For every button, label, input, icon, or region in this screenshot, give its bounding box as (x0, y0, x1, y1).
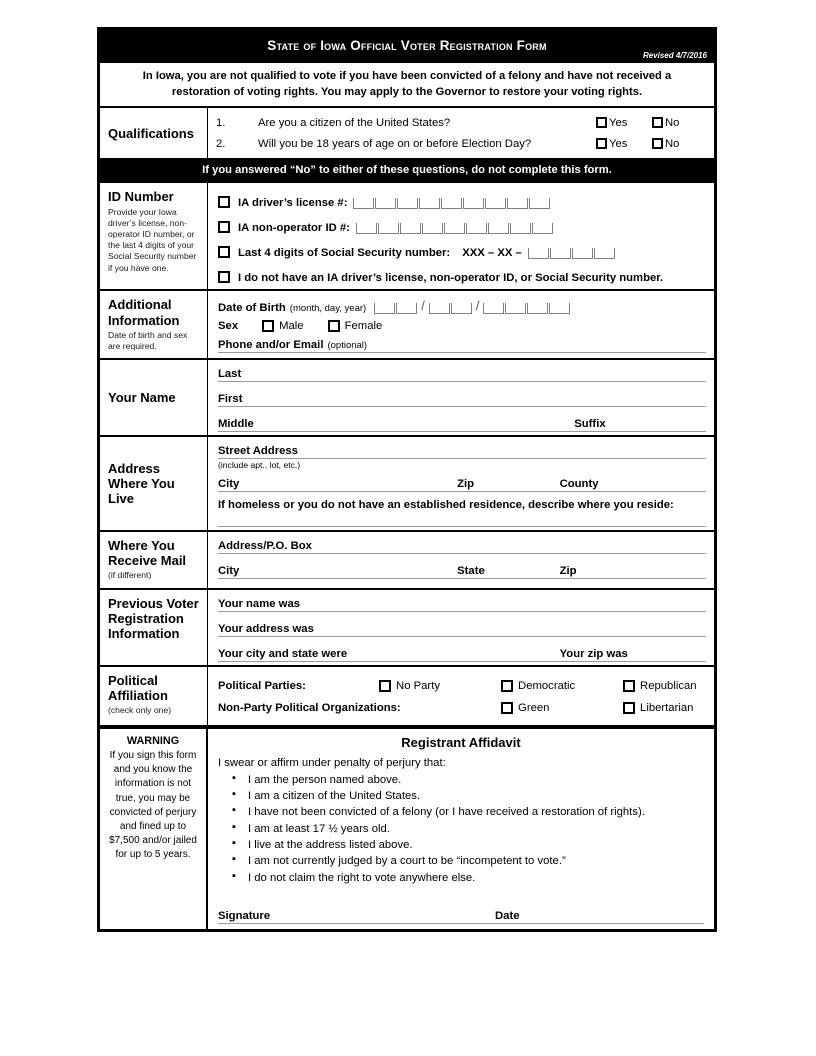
political-parties-row (218, 675, 706, 697)
id-option-drivers-license[interactable] (218, 190, 706, 209)
q1-yes-label: Yes (609, 116, 628, 129)
no-id-checkbox[interactable] (218, 271, 230, 283)
name-last-label: Last (218, 368, 242, 381)
city-zip-county-row[interactable] (218, 478, 706, 492)
address-mail-label: Where You Receive Mail (108, 537, 187, 569)
no-id-label: I do not have an IA driver’s license, non-operator ID, or Social Security number. (238, 272, 664, 285)
non-operator-comb-field[interactable] (356, 223, 554, 234)
affidavit-item: ▪ I have not been convicted of a felony (or I have received a restoration of rights). (218, 804, 704, 820)
dob-separator-2: / (475, 298, 480, 314)
address-live-label-cell (100, 437, 208, 529)
affidavit-item: ▪ I am at least 17 ½ years old. (218, 821, 704, 837)
dob-row (218, 298, 706, 314)
sex-label: Sex (218, 320, 239, 333)
ssn-label: Last 4 digits of Social Security number: (238, 247, 451, 260)
id-number-sublabel: Provide your Iowa driver’s license, non-operator ID number, or the last 4 digits of your Social Security number if you have one. (108, 206, 197, 273)
no-answer-warning-bar: If you answered “No” to either of these questions, do not complete this form. (100, 158, 714, 183)
id-number-body (208, 183, 714, 289)
previous-label: Previous Voter Registration Information (108, 595, 199, 642)
previous-label-cell (100, 590, 208, 665)
party-option-no-party[interactable] (379, 680, 440, 692)
affidavit-intro: I swear or affirm under penalty of perjury that: (218, 756, 446, 769)
name-last-row[interactable] (218, 368, 706, 382)
dob-separator-1: / (421, 298, 425, 314)
section-additional-information (100, 291, 714, 360)
mail-city-label: City (218, 564, 240, 577)
warning-cell (100, 729, 208, 930)
form-title-bar (100, 30, 714, 61)
additional-sublabel: Date of birth and sex are required. (108, 330, 188, 352)
democratic-label: Democratic (518, 679, 576, 692)
qualifications-body (208, 108, 714, 158)
drivers-license-comb-field[interactable] (353, 198, 551, 209)
affidavit-item: ▪ I do not claim the right to vote anywhere else. (218, 870, 704, 886)
political-label-cell (100, 667, 208, 725)
no-party-checkbox[interactable] (379, 680, 391, 692)
previous-address-label: Your address was (218, 622, 314, 635)
affidavit-item: ▪ I live at the address listed above. (218, 837, 704, 853)
libertarian-checkbox[interactable] (623, 702, 635, 714)
pobox-row[interactable] (218, 540, 706, 554)
previous-name-row[interactable] (218, 598, 706, 612)
name-suffix-label: Suffix (574, 418, 606, 431)
party-option-libertarian[interactable] (623, 702, 693, 714)
ssn-checkbox[interactable] (218, 246, 230, 258)
affidavit-cell (208, 729, 714, 930)
question-number: 2. (216, 137, 226, 150)
female-label: Female (344, 320, 383, 333)
previous-address-row[interactable] (218, 623, 706, 637)
felony-notice: In Iowa, you are not qualified to vote if you have been convicted of a felony and have not received a restoration of voting rights. You may apply to the Governor to restore your voting rights. (100, 61, 714, 108)
female-checkbox[interactable] (328, 320, 340, 332)
section-previous-registration (100, 590, 714, 667)
previous-city-zip-row[interactable] (218, 648, 706, 662)
dob-month-field[interactable] (374, 303, 418, 314)
qualification-row (216, 112, 708, 133)
non-operator-checkbox[interactable] (218, 221, 230, 233)
party-option-republican[interactable] (623, 680, 697, 692)
mail-city-state-zip-row[interactable] (218, 565, 706, 579)
your-name-body (208, 360, 714, 435)
zip-label: Zip (457, 477, 475, 490)
libertarian-label: Libertarian (640, 701, 694, 714)
warning-text: If you sign this form and you know the information is not true, you may be convicted of perjury and fined up to $7,500 and/or jailed for up to 5 years. (109, 749, 197, 861)
republican-checkbox[interactable] (623, 680, 635, 692)
q1-yes-option[interactable] (596, 117, 652, 129)
political-label: Political Affiliation (108, 672, 168, 703)
id-option-non-operator[interactable] (218, 215, 706, 234)
no-party-label: No Party (396, 679, 440, 692)
democratic-checkbox[interactable] (501, 680, 513, 692)
previous-name-label: Your name was (218, 597, 301, 610)
id-option-ssn[interactable] (218, 240, 706, 259)
address-live-body (208, 437, 714, 529)
form-title: State of Iowa Official Voter Registration Form (267, 38, 547, 53)
sex-option-male[interactable] (262, 320, 304, 332)
voter-registration-form (97, 27, 717, 932)
q2-yes-option[interactable] (596, 138, 652, 150)
dob-hint: (month, day, year) (289, 303, 367, 315)
additional-label: Additional Information (108, 297, 180, 328)
qualifications-label-cell (100, 108, 208, 158)
drivers-license-checkbox[interactable] (218, 196, 230, 208)
ssn-comb-field[interactable] (528, 248, 616, 259)
ssn-prefix: XXX – XX – (462, 247, 522, 260)
male-label: Male (279, 320, 304, 333)
address-mail-label-cell (100, 532, 208, 588)
name-middle-row[interactable] (218, 418, 706, 432)
address-live-label: Address Where You Live (108, 460, 175, 507)
section-affidavit (100, 727, 714, 930)
homeless-instruction: If homeless or you do not have an established residence, describe where you reside: (218, 498, 674, 511)
q1-yes-checkbox[interactable] (596, 117, 607, 128)
party-option-democratic[interactable] (501, 680, 575, 692)
q1-no-checkbox[interactable] (652, 117, 663, 128)
previous-zip-label: Your zip was (559, 647, 628, 660)
republican-label: Republican (640, 679, 697, 692)
id-number-label-cell (100, 183, 208, 289)
affidavit-title: Registrant Affidavit (401, 734, 521, 750)
party-option-green[interactable] (501, 702, 549, 714)
your-name-label-cell (100, 360, 208, 435)
q1-no-option[interactable] (652, 117, 708, 129)
non-operator-label: IA non-operator ID #: (238, 222, 350, 235)
question-number: 1. (216, 116, 226, 129)
political-body (208, 667, 714, 725)
section-qualifications (100, 108, 714, 158)
drivers-license-label: IA driver’s license #: (238, 197, 348, 210)
date-label: Date (495, 910, 520, 923)
dob-year-field[interactable] (483, 303, 571, 314)
name-first-label: First (218, 393, 243, 406)
q2-no-option[interactable] (652, 138, 708, 150)
section-address-live (100, 437, 714, 531)
address-mail-sublabel: (if different) (108, 570, 152, 581)
pobox-label: Address/P.O. Box (218, 539, 312, 552)
street-address-note: (include apt., lot, etc.) (218, 460, 301, 471)
q2-no-label: No (665, 137, 680, 150)
affidavit-item: ▪ I am a citizen of the United States. (218, 788, 704, 804)
homeless-description-row[interactable] (218, 522, 706, 527)
dob-day-field[interactable] (429, 303, 473, 314)
phone-email-hint: (optional) (327, 340, 368, 352)
warning-title: WARNING (126, 734, 180, 747)
qualifications-label: Qualifications (108, 125, 194, 141)
mail-state-label: State (457, 564, 485, 577)
county-label: County (559, 477, 599, 490)
address-mail-body (208, 532, 714, 588)
sex-option-female[interactable] (328, 320, 383, 332)
revised-date: Revised 4/7/2016 (642, 51, 707, 60)
phone-email-label: Phone and/or Email (218, 339, 324, 352)
section-id-number (100, 183, 714, 291)
section-political-affiliation (100, 667, 714, 727)
sex-row (218, 320, 706, 332)
q2-yes-label: Yes (609, 137, 628, 150)
phone-email-row[interactable] (218, 339, 706, 353)
q1-no-label: No (665, 116, 680, 129)
question-text: Will you be 18 years of age on or before Election Day? (258, 137, 532, 150)
your-name-label: Your Name (108, 390, 176, 406)
q2-no-checkbox[interactable] (652, 138, 663, 149)
name-middle-label: Middle (218, 418, 254, 431)
previous-city-state-label: Your city and state were (218, 647, 348, 660)
affidavit-item: ▪ I am not currently judged by a court to be “incompetent to vote.” (218, 853, 704, 869)
street-address-label: Street Address (218, 445, 298, 458)
political-sublabel: (check only one) (108, 705, 172, 716)
green-label: Green (518, 701, 550, 714)
male-checkbox[interactable] (262, 320, 274, 332)
affidavit-statements (218, 772, 704, 887)
signature-label: Signature (218, 910, 271, 923)
q2-yes-checkbox[interactable] (596, 138, 607, 149)
nonparty-orgs-row (218, 697, 706, 719)
dob-label: Date of Birth (218, 302, 286, 315)
street-address-row[interactable] (218, 445, 706, 459)
qualification-row (216, 133, 708, 154)
id-option-none[interactable] (218, 265, 706, 284)
additional-label-cell (100, 291, 208, 358)
id-number-label: ID Number (108, 189, 174, 205)
question-text: Are you a citizen of the United States? (258, 116, 451, 129)
additional-body (208, 291, 714, 358)
political-parties-label: Political Parties: (218, 679, 306, 692)
city-label: City (218, 477, 240, 490)
section-address-mail (100, 532, 714, 590)
section-your-name (100, 360, 714, 437)
name-first-row[interactable] (218, 393, 706, 407)
signature-row[interactable] (218, 908, 704, 924)
previous-body (208, 590, 714, 665)
nonparty-orgs-label: Non-Party Political Organizations: (218, 701, 401, 714)
green-checkbox[interactable] (501, 702, 513, 714)
mail-zip-label: Zip (559, 564, 577, 577)
affidavit-item: ▪ I am the person named above. (218, 772, 704, 788)
